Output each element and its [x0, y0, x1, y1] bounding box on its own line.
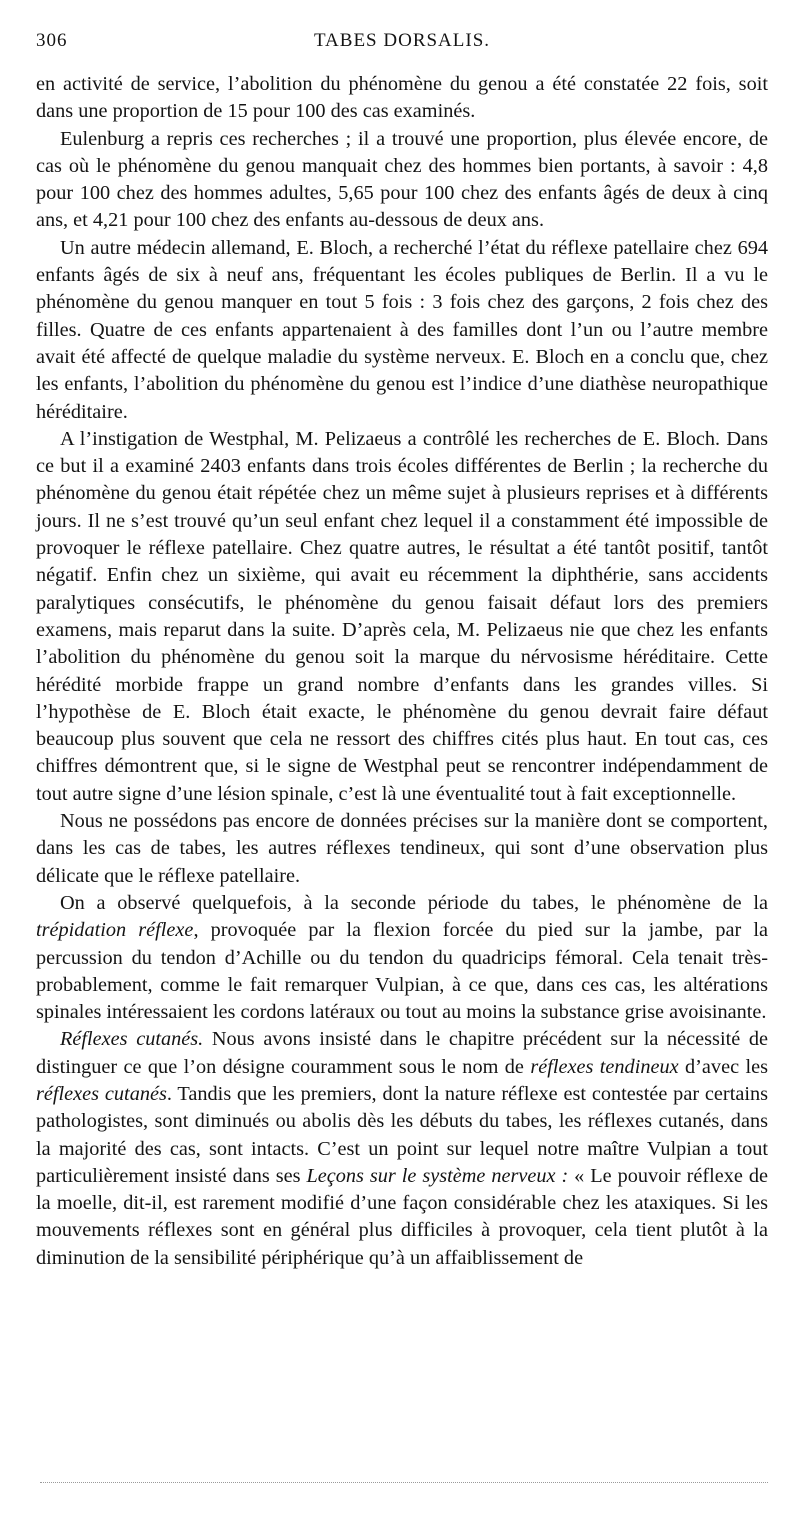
- text-segment: en activité de service, l’abolition du phénomène du genou a été constatée 22 fois, soit dans une proportion de 15 pour 100 des cas examinés.: [36, 73, 768, 123]
- paragraph: [36, 71, 768, 126]
- book-page: [36, 28, 768, 1272]
- text-segment: A l’instigation de Westphal, M. Pelizaeus a contrôlé les recherches de E. Bloch. Dans ce but il a examiné 2403 enfants dans trois écoles différentes de Berlin ; la recherche du phénomène du genou était répétée chez un même sujet à plusieurs reprises et à différents jours. Il ne s’est trouvé qu’un seul enfant chez lequel il a constamment été impossible de provoquer le réflexe patellaire. Chez quatre autres, le résultat a été tantôt positif, tantôt négatif. Enfin chez un sixième, qui avait eu récemment la diphthérie, sans accidents paralytiques consécutifs, le phénomène du genou faisait défaut lors des premiers examens, mais reparut dans la suite. D’après cela, M. Pelizaeus nie que chez les enfants l’abolition du phénomène du genou soit la marque du nérvosisme héréditaire. Cette hérédité morbide frappe un grand nombre d’enfants dans les grandes villes. Si l’hypothèse de E. Bloch était exacte, le phénomène du genou devrait faire défaut beaucoup plus souvent que cela ne ressort des chiffres cités plus haut. En tout cas, ces chiffres démontrent que, si le signe de Westphal peut se rencontrer indépendamment de tout autre signe d’une lésion spinale, c’est là une éventualité tout à fait exceptionnelle.: [36, 427, 768, 805]
- text-segment: . Tandis que les premiers, dont la nature réflexe est contestée par certains pathologistes, sont diminués ou abolis dès les débuts du tabes, les réflexes cutanés, dans la majorité des cas, sont intacts. C’est un point sur lequel notre maître Vulpian a tout particulièrement insisté dans ses: [36, 1082, 768, 1187]
- italic-text: Réflexes cutanés.: [60, 1028, 204, 1051]
- text-segment: On a observé quelquefois, à la seconde période du tabes, le phénomène de la: [60, 891, 768, 914]
- text-segment: Nous ne possédons pas encore de données précises sur la manière dont se comportent, dans les cas de tabes, les autres réflexes tendineux, qui sont d’une observation plus délicate que le réflexe patellaire.: [36, 810, 768, 887]
- text-segment: Un autre médecin allemand, E. Bloch, a recherché l’état du réflexe patellaire chez 694 enfants âgés de six à neuf ans, fréquentant les écoles publiques de Berlin. Il a vu le phénomène du genou manquer en tout 5 fois : 3 fois chez des garçons, 2 fois chez des filles. Quatre de ces enfants appartenaient à des familles dont l’un ou l’autre membre avait été affecté de quelque maladie du système nerveux. E. Bloch en a conclu que, chez les enfants, l’abolition du phénomène du genou est l’indice d’une diathèse neuropathique héréditaire.: [36, 236, 768, 423]
- text-segment: « Le pouvoir réflexe de la moelle, dit-il, est rarement modifié d’une façon considérable chez les ataxiques. Si les mouvements réflexes sont en général plus difficiles à provoquer, cela tient plutôt à la diminution de la sensibilité périphérique qu’à un affaiblissement de: [36, 1164, 768, 1269]
- bottom-dotted-rule: [40, 1482, 768, 1483]
- paragraph: [36, 426, 768, 808]
- italic-text: réflexes cutanés: [36, 1082, 167, 1105]
- text-segment: , provoquée par la flexion forcée du pied sur la jambe, par la percussion du tendon d’Achille ou du tendon du quadricips fémoral. Cela tenait très-probablement, comme le fait remarquer Vulpian, à ce que, dans ces cas, les altérations spinales intéressaient les cordons latéraux ou tout au moins la substance grise avoisinante.: [36, 919, 768, 1024]
- text-segment: Nous avons insisté dans le chapitre précédent sur la nécessité de distinguer ce que l’on désigne couramment sous le nom de: [36, 1028, 769, 1078]
- page-header: [36, 28, 768, 58]
- italic-text: réflexes tendineux: [530, 1055, 679, 1078]
- page-number: 306: [36, 30, 68, 51]
- italic-text: trépidation réflexe: [36, 919, 194, 942]
- running-title: TABES DORSALIS.: [313, 30, 491, 51]
- text-segment: Eulenburg a repris ces recherches ; il a trouvé une proportion, plus élevée encore, de cas où le phénomène du genou manquait chez des hommes bien portants, à savoir : 4,8 pour 100 chez des hommes adultes, 5,65 pour 100 chez des enfants âgés de deux à cinq ans, et 4,21 pour 100 chez des enfants au-dessous de deux ans.: [36, 127, 768, 232]
- paragraph: [36, 808, 768, 890]
- italic-text: Leçons sur le système nerveux :: [306, 1164, 569, 1187]
- text-segment: d’avec les: [678, 1055, 768, 1078]
- body-text: [36, 71, 768, 1272]
- paragraph: [36, 1026, 768, 1272]
- paragraph: [36, 126, 768, 235]
- paragraph: [36, 890, 768, 1026]
- paragraph: [36, 235, 768, 426]
